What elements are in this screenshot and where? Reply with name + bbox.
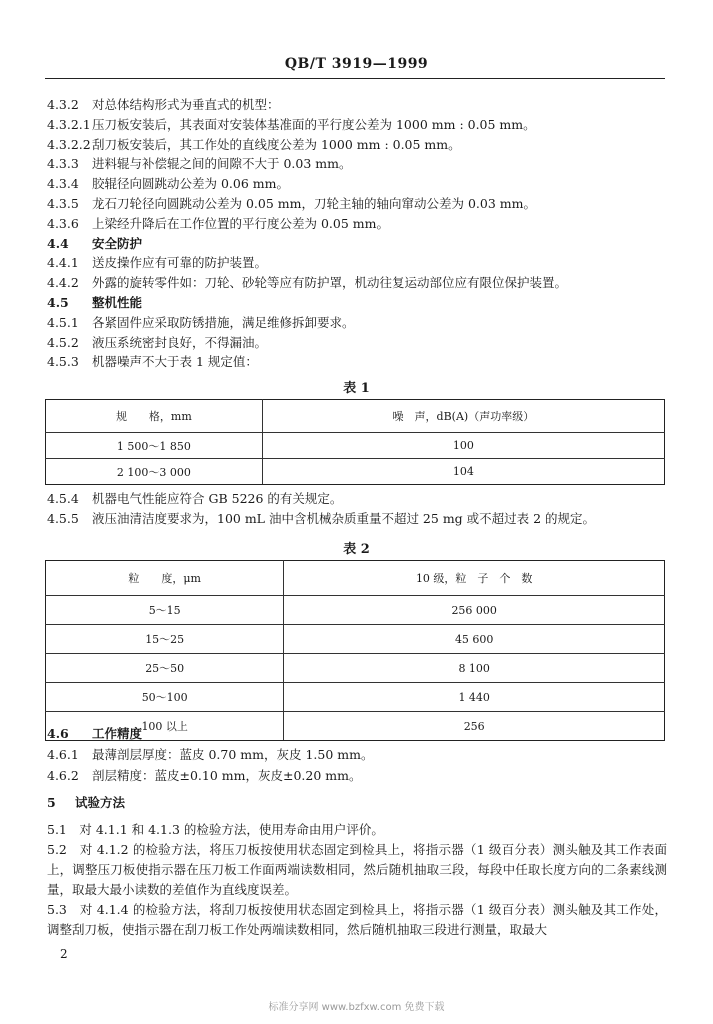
clause-number: 4.5.1 xyxy=(47,314,79,330)
clause-line xyxy=(47,214,389,232)
table2-cell: 1 440 xyxy=(284,683,665,712)
clause-line xyxy=(47,154,352,172)
clause-text: 对总体结构形式为垂直式的机型： xyxy=(92,97,280,112)
clause-number: 4.5.2 xyxy=(47,334,79,350)
table-2 xyxy=(45,560,665,741)
clause-text: 安全防护 xyxy=(92,235,143,251)
clause-line xyxy=(47,766,361,784)
clause-number: 4.4 xyxy=(47,235,69,251)
clause-number: 4.6 xyxy=(47,726,69,741)
clause-number: 4.6.1 xyxy=(47,747,79,762)
clause-line xyxy=(47,509,595,527)
clause-number: 4.3.2.2 xyxy=(47,136,91,152)
section-number: 5 xyxy=(47,795,56,810)
clause-number: 4.6.2 xyxy=(47,768,79,783)
clause-text: 剖层精度：蓝皮±0.10 mm，灰皮±0.20 mm。 xyxy=(92,768,362,783)
watermark-footer: 标准分享网 www.bzfxw.com 免费下载 xyxy=(268,1002,445,1013)
clause-text: 整机性能 xyxy=(92,295,143,310)
section-5-heading xyxy=(47,793,125,811)
clause-number: 4.5.5 xyxy=(47,511,79,526)
table1-cell: 1 500～1 850 xyxy=(46,433,263,459)
clause-number: 4.5 xyxy=(47,295,69,310)
clause-line xyxy=(47,194,536,212)
paragraph-5-3: 5.3 对 4.1.4 的检验方法，将刮刀板按使用状态固定到检具上，将指示器（1 级百分表）测头触及其工作处，调整刮刀板，使指示器在刮刀板工作处两端读数相同，然后随机抽取三段进行测量，取最大 xyxy=(47,902,667,937)
clause-line xyxy=(47,293,142,311)
clause-number: 4.5.4 xyxy=(47,491,79,506)
clause-line xyxy=(47,745,373,763)
table2-cell: 100 以上 xyxy=(46,712,284,741)
clause-line xyxy=(47,115,536,133)
table1-cell: 2 100～3 000 xyxy=(46,459,263,485)
clause-line xyxy=(47,724,142,742)
clause-number: 4.3.4 xyxy=(47,176,79,192)
paragraph-5-1: 5.1 对 4.1.1 和 4.1.3 的检验方法，使用寿命由用户评价。 xyxy=(47,822,384,837)
clause-number: 4.3.5 xyxy=(47,196,79,211)
clause-number: 4.3.3 xyxy=(47,156,79,172)
clause-line xyxy=(47,234,142,252)
table2-cell: 50～100 xyxy=(46,683,284,712)
clause-line xyxy=(47,313,355,331)
table2-cell: 256 000 xyxy=(284,596,665,625)
table2-cell: 8 100 xyxy=(284,654,665,683)
clause-text: 各紧固件应采取防锈措施，满足维修拆卸要求。 xyxy=(92,314,355,330)
clause-text: 压刀板安装后，其表面对安装体基准面的平行度公差为 1000 mm : 0.05 mm。 xyxy=(92,116,536,132)
table1-header-spec: 规 格，mm xyxy=(46,400,263,433)
clause-text: 外露的旋转零件如：刀轮、砂轮等应有防护罩，机动往复运动部位应有限位保护装置。 xyxy=(92,275,568,291)
table2-cell: 15～25 xyxy=(46,625,284,654)
clause-line xyxy=(47,95,280,113)
clause-number: 4.5.3 xyxy=(47,354,79,370)
table2-caption: 表 2 xyxy=(343,542,370,557)
table1-cell: 104 xyxy=(262,459,664,485)
table2-header-count: 10 级，粒 子 个 数 xyxy=(284,561,665,596)
document-header: QB/T 3919—1999 xyxy=(284,56,429,72)
clause-line xyxy=(47,352,258,370)
clause-text: 进料辊与补偿辊之间的间隙不大于 0.03 mm。 xyxy=(92,156,352,172)
clause-text: 液压油清洁度要求为，100 mL 油中含机械杂质重量不超过 25 mg 或不超过表 2 的规定。 xyxy=(92,511,596,526)
clause-line xyxy=(47,135,461,153)
clause-number: 4.3.6 xyxy=(47,215,79,231)
section-title: 试验方法 xyxy=(75,795,126,810)
table2-cell: 5～15 xyxy=(46,596,284,625)
clause-number: 4.4.2 xyxy=(47,275,79,291)
paragraph-5-2: 5.2 对 4.1.2 的检验方法，将压刀板按使用状态固定到检具上，将指示器（1 级百分表）测头触及其工作表面上，调整压刀板使指示器在压刀板工作面两端读数相同，然后随机抽取三段，每段中任取长度方向的二条素线测量，取最大最小读数的差值作为直线度误差。 xyxy=(47,842,667,897)
clause-line xyxy=(47,489,342,507)
clause-text: 最薄剖层厚度：蓝皮 0.70 mm，灰皮 1.50 mm。 xyxy=(92,747,374,762)
table2-cell: 45 600 xyxy=(284,625,665,654)
table-1 xyxy=(45,399,665,485)
clause-text: 送皮操作应有可靠的防护装置。 xyxy=(92,255,268,271)
clause-text: 机器电气性能应符合 GB 5226 的有关规定。 xyxy=(92,491,343,506)
clause-text: 工作精度 xyxy=(92,726,143,741)
clause-text: 胶辊径向圆跳动公差为 0.06 mm。 xyxy=(92,176,289,192)
clause-number: 4.3.2.1 xyxy=(47,116,91,132)
clause-text: 上梁经升降后在工作位置的平行度公差为 0.05 mm。 xyxy=(92,215,389,231)
clause-text: 液压系统密封良好，不得漏油。 xyxy=(92,334,268,350)
clause-text: 机器噪声不大于表 1 规定值： xyxy=(92,354,258,370)
clause-number: 4.4.1 xyxy=(47,255,79,271)
clause-number: 4.3.2 xyxy=(47,97,79,112)
table1-header-noise: 噪 声，dB(A)（声功率级） xyxy=(262,400,664,433)
table2-cell: 25～50 xyxy=(46,654,284,683)
clause-line xyxy=(47,333,267,351)
page-number: 2 xyxy=(60,947,68,961)
table2-header-size: 粒 度，μm xyxy=(46,561,284,596)
table2-cell: 256 xyxy=(284,712,665,741)
header-rule xyxy=(45,78,665,79)
table1-cell: 100 xyxy=(262,433,664,459)
clause-line xyxy=(47,253,267,271)
clause-line xyxy=(47,273,567,291)
table1-caption: 表 1 xyxy=(343,381,370,396)
clause-text: 龙石刀轮径向圆跳动公差为 0.05 mm，刀轮主轴的轴向窜动公差为 0.03 mm。 xyxy=(92,196,536,211)
clause-text: 刮刀板安装后，其工作处的直线度公差为 1000 mm : 0.05 mm。 xyxy=(92,136,461,152)
clause-line xyxy=(47,174,289,192)
